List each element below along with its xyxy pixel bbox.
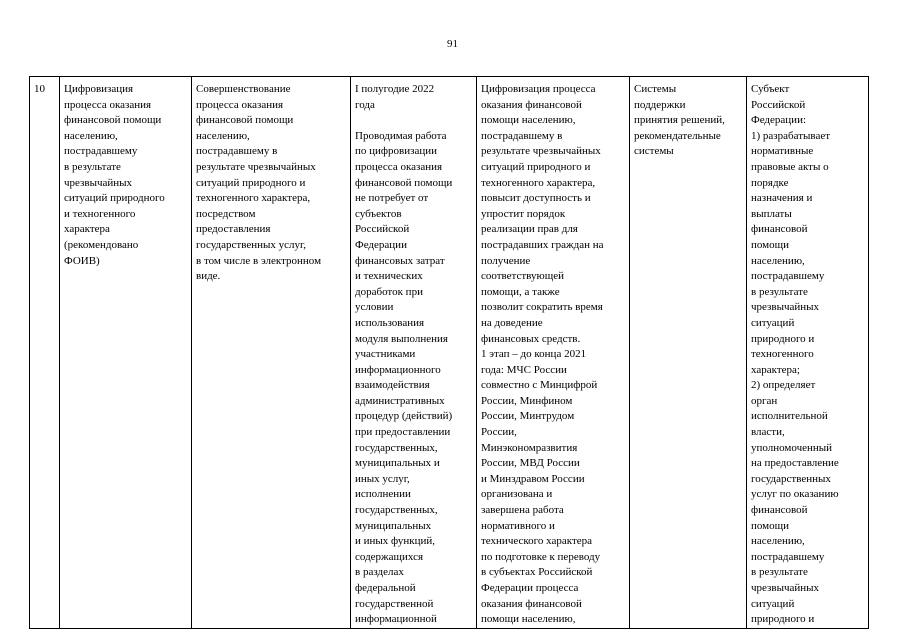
measure-goal-text: Совершенствование процесса оказания финансовой помощи населению, пострадавшему в результате чрезвычайных ситуаций природного и техногенного характера, посредством предоставления государственных услуг, в том числе в электронном виде. xyxy=(196,83,322,283)
row-number-cell xyxy=(30,77,60,629)
measures-table xyxy=(29,76,869,629)
page-number: 91 xyxy=(447,38,458,50)
responsible-text: Субъект Российской Федерации: 1) разрабатывает нормативные правовые акты о порядке назначения и выплаты финансовой помощи населению, пострадавшему в результате чрезвычайных ситуаций природного и техногенного характера; 2) определяет орган исполнительной власти, уполномоченный на предоставление государственных услуг по оказанию финансовой помощи населению, пострадавшему в результате чрезвычайных ситуаций природного и xyxy=(751,83,839,626)
table-row xyxy=(30,77,869,629)
responsible-cell xyxy=(747,77,869,629)
technology-cell xyxy=(630,77,747,629)
row-number: 10 xyxy=(34,83,45,95)
deadline-text: I полугодие 2022 года Проводимая работа по цифровизации процесса оказания финансовой помощи не потребует от субъектов Российской Федерации финансовых затрат и технических доработок при условии использования модуля выполнения участниками информационного взаимодействия административных процедур (действий) при предоставлении государственных, муниципальных и иных услуг, исполнении государственных, муниципальных и иных функций, содержащихся в разделах федеральной государственной информационной xyxy=(355,83,453,626)
measure-name-cell xyxy=(60,77,192,629)
measure-goal-cell xyxy=(192,77,351,629)
expected-result-text: Цифровизация процесса оказания финансовой помощи населению, пострадавшему в результате чрезвычайных ситуаций природного и техногенного характера, повысит доступность и упростит порядок реализации прав для пострадавших граждан на получение соответствующей помощи, а также позволит сократить время на доведение финансовых средств. 1 этап – до конца 2021 года: МЧС России совместно с Минцифрой России, Минфином России, Минтрудом России, Минэкономразвития России, МВД России и Минздравом России организована и завершена работа нормативного и технического характера по подготовке к переводу в субъектах Российской Федерации процесса оказания финансовой помощи населению, xyxy=(481,83,604,626)
expected-result-cell xyxy=(477,77,630,629)
deadline-cell xyxy=(351,77,477,629)
measure-name-text: Цифровизация процесса оказания финансовой помощи населению, пострадавшему в результате чрезвычайных ситуаций природного и техногенного характера (рекомендовано ФОИВ) xyxy=(64,83,165,267)
technology-text: Системы поддержки принятия решений, рекомендательные системы xyxy=(634,83,725,158)
